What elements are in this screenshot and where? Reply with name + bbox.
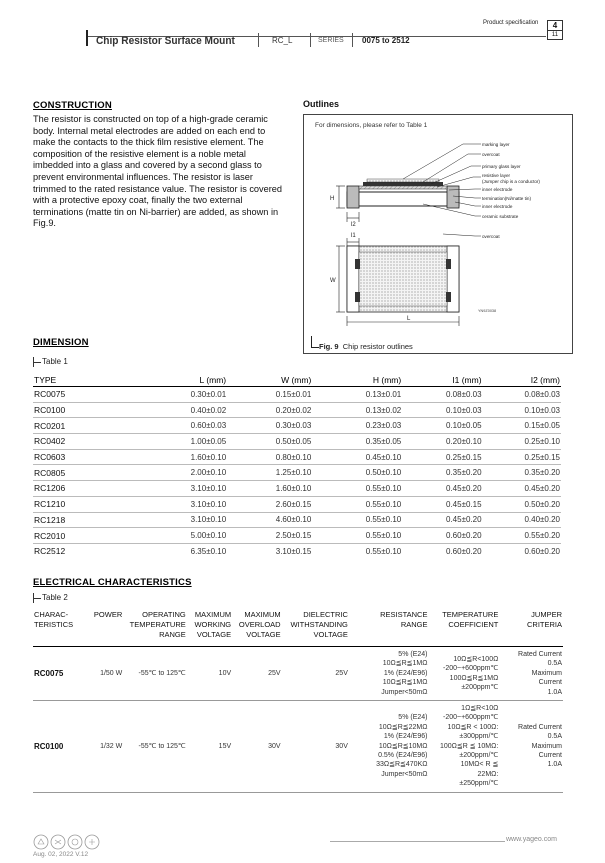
header-line: VOLTAGE — [196, 630, 232, 639]
cell-line: 5% (E24) — [398, 714, 428, 722]
header-line: RESISTANCE — [380, 610, 428, 619]
cell-line: -200~+600ppm℃ — [442, 665, 499, 673]
header-line: TERISTICS — [34, 620, 74, 629]
electrical-tcr-cell — [428, 701, 499, 793]
l-label: L — [407, 316, 411, 322]
cell-line: 0.5% (E24/E96) — [378, 752, 428, 760]
electrical-power-cell: 1/50 W — [82, 647, 123, 701]
dimension-value-cell: 0.80±0.10 — [227, 449, 312, 465]
cell-line: Jumper<50mΩ — [381, 688, 428, 696]
header-line: CHARAC- — [34, 610, 69, 619]
dimension-type-cell: RC1206 — [33, 481, 142, 497]
dimension-value-cell: 1.00±0.05 — [142, 434, 227, 450]
leader-lines — [403, 144, 481, 236]
dimension-value-cell: 1.25±0.10 — [227, 465, 312, 481]
table2-label: Table 2 — [42, 593, 68, 602]
doc-title: Chip Resistor Surface Mount — [96, 35, 235, 47]
dimension-type-cell: RC2512 — [33, 543, 142, 558]
cell-line: 1.0A — [547, 761, 562, 769]
dimension-value-cell: 0.60±0.20 — [402, 543, 482, 558]
dimension-type-cell: RC1210 — [33, 496, 142, 512]
outlines-heading: Outlines — [303, 99, 340, 109]
electrical-type-cell: RC0100 — [33, 701, 82, 793]
dimension-value-cell: 1.60±0.10 — [142, 449, 227, 465]
cell-line: 5% (E24) — [398, 651, 428, 658]
electrical-heading: ELECTRICAL CHARACTERISTICS — [33, 577, 192, 588]
electrical-table — [33, 610, 563, 793]
dimension-value-cell: 0.10±0.05 — [402, 418, 482, 434]
dimension-value-cell: 6.35±0.10 — [142, 543, 227, 558]
dimension-type-cell: RC0805 — [33, 465, 142, 481]
dimension-type-cell: RC0075 — [33, 387, 142, 403]
header-line: RANGE — [159, 630, 186, 639]
dimension-value-cell: 0.45±0.15 — [402, 496, 482, 512]
outlines-note: For dimensions, please refer to Table 1 — [315, 122, 428, 129]
figure-number: Fig. 9 — [319, 342, 339, 351]
electrical-col-header — [349, 610, 429, 647]
header-divider — [352, 33, 353, 47]
dimension-value-cell: 0.13±0.01 — [312, 387, 402, 403]
electrical-working-cell: 10V — [187, 647, 232, 701]
electrical-tcr-cell — [428, 647, 499, 701]
header-range: 0075 to 2512 — [362, 36, 410, 45]
figure-caption-text: Chip resistor outlines — [342, 342, 413, 351]
dimension-value-cell: 0.55±0.10 — [312, 528, 402, 544]
dimension-value-cell: 2.50±0.15 — [227, 528, 312, 544]
cell-line: Rated Current — [518, 723, 562, 731]
col-w: W (mm) — [227, 374, 312, 387]
dimension-type-cell: RC0100 — [33, 402, 142, 418]
dimension-value-cell: 5.00±0.10 — [142, 528, 227, 544]
cell-line: Rated Current — [518, 651, 562, 658]
header-line: WITHSTANDING — [290, 620, 348, 629]
dimension-value-cell: 0.25±0.15 — [483, 449, 561, 465]
cell-line: ±300ppm/℃ — [459, 733, 499, 741]
electrical-temp-cell: -55℃ to 125℃ — [123, 701, 187, 793]
jumper-note-label: (Jumper chip is a conductor) — [482, 179, 540, 184]
dimension-value-cell: 0.15±0.01 — [227, 387, 312, 403]
dimension-header-row — [33, 374, 561, 387]
construction-text: The resistor is constructed on top of a high-grade ceramic body. Internal metal electrodes are added on each end to make the contacts to the thick film resistive element. The composition of the resistive element is a noble metal imbedded into a glass and covered by a second glass to prevent environmental influences. The resistor is laser trimmed to the rated resistance value. The resistor is covered with a protective epoxy coat, finally the two external terminations (matte tin on Ni-barrier) are added, as shown in Fig.9. — [33, 114, 283, 229]
dimension-value-cell: 0.55±0.10 — [312, 496, 402, 512]
electrical-overload-cell: 30V — [232, 701, 281, 793]
dimension-value-cell: 0.60±0.20 — [483, 543, 561, 558]
dimension-row — [33, 481, 561, 497]
dimension-type-cell: RC2010 — [33, 528, 142, 544]
header-line: OPERATING — [142, 610, 186, 619]
dimension-type-cell: RC0201 — [33, 418, 142, 434]
electrical-col-header — [187, 610, 232, 647]
dimension-table — [33, 374, 561, 559]
header-divider — [258, 33, 259, 47]
dimension-value-cell: 0.55±0.10 — [312, 481, 402, 497]
table-mark — [33, 598, 41, 599]
construction-heading: CONSTRUCTION — [33, 100, 112, 111]
dimension-value-cell: 0.35±0.05 — [312, 434, 402, 450]
cell-line: 1% (E24/E96) — [383, 669, 428, 677]
h-label: H — [330, 196, 335, 202]
cell-line: 100Ω≦R≦1MΩ — [449, 674, 499, 682]
dimension-value-cell: 0.10±0.03 — [402, 402, 482, 418]
cell-line: 1% (E24/E96) — [383, 733, 428, 741]
electrical-col-header — [428, 610, 499, 647]
header-line: MAXIMUM — [244, 610, 281, 619]
cell-line: Maximum — [531, 669, 562, 677]
electrical-jumper-cell — [499, 701, 563, 793]
termination-label: termination(Ni/matte tin) — [482, 196, 532, 201]
cell-line: Current — [538, 679, 562, 687]
chip-resistor-outline-diagram — [303, 114, 573, 354]
col-l1: I1 (mm) — [402, 374, 482, 387]
dimension-value-cell: 0.35±0.20 — [483, 465, 561, 481]
header-line: CRITERIA — [526, 620, 562, 629]
dimension-row — [33, 387, 561, 403]
table1-label: Table 1 — [42, 357, 68, 366]
eco-compliance-icons — [33, 834, 103, 850]
dimension-row — [33, 449, 561, 465]
dimension-row — [33, 528, 561, 544]
electrical-resistance-cell — [349, 647, 429, 701]
cell-line: -200~+600ppm℃ — [442, 714, 499, 722]
header-line: TEMPERATURE — [129, 620, 186, 629]
electrical-temp-cell: -55℃ to 125℃ — [123, 647, 187, 701]
electrical-type-cell: RC0075 — [33, 647, 82, 701]
dimension-value-cell: 0.08±0.03 — [483, 387, 561, 403]
dimension-value-cell: 0.30±0.03 — [227, 418, 312, 434]
figure-mark — [311, 347, 319, 348]
cell-line: ±250ppm/℃ — [459, 780, 499, 788]
page-total: 11 — [551, 32, 559, 38]
overcoat-label: overcoat — [482, 152, 500, 157]
w-label: W — [330, 278, 336, 284]
cell-line: 10Ω≦R≦10MΩ — [378, 742, 428, 750]
dimension-value-cell: 0.25±0.10 — [483, 434, 561, 450]
header-rc: RC_L — [272, 36, 293, 45]
dimension-heading: DIMENSION — [33, 337, 89, 348]
cell-line: 22MΩ: — [477, 770, 499, 778]
dimension-row — [33, 418, 561, 434]
header-series-label: SERIES — [318, 37, 344, 44]
dimension-value-cell: 3.10±0.15 — [227, 543, 312, 558]
dimension-value-cell: 3.10±0.10 — [142, 512, 227, 528]
top-view — [330, 233, 459, 326]
header-line: POWER — [93, 610, 123, 619]
header-divider — [310, 33, 311, 47]
dimension-type-cell: RC1218 — [33, 512, 142, 528]
dimension-value-cell: 0.50±0.05 — [227, 434, 312, 450]
footer-date: Aug. 02, 2022 V.12 — [33, 851, 89, 858]
ceramic-substrate-label: ceramic substrate — [482, 214, 519, 219]
dimension-value-cell: 0.45±0.20 — [402, 481, 482, 497]
dimension-value-cell: 0.15±0.05 — [483, 418, 561, 434]
electrical-row — [33, 701, 563, 793]
electrical-col-header — [282, 610, 349, 647]
dimension-value-cell: 4.60±0.10 — [227, 512, 312, 528]
dimension-type-cell: RC0402 — [33, 434, 142, 450]
header-line: JUMPER — [531, 610, 562, 619]
dimension-value-cell: 3.10±0.10 — [142, 481, 227, 497]
electrical-working-cell: 15V — [187, 701, 232, 793]
header-line: TEMPERATURE — [442, 610, 499, 619]
dimension-value-cell: 0.13±0.02 — [312, 402, 402, 418]
cell-line: 1Ω≦R<10Ω — [461, 705, 499, 713]
header-line: VOLTAGE — [246, 630, 281, 639]
cell-line: 10Ω≦R≦1MΩ — [382, 660, 428, 668]
dimension-value-cell: 1.60±0.10 — [227, 481, 312, 497]
dimension-row — [33, 496, 561, 512]
cell-line: 33Ω≦R≦470KΩ — [376, 761, 428, 769]
dimension-value-cell: 0.45±0.10 — [312, 449, 402, 465]
electrical-resistance-cell — [349, 701, 429, 793]
footer-url: www.yageo.com — [506, 836, 557, 843]
header-line: VOLTAGE — [313, 630, 348, 639]
electrical-col-header — [499, 610, 563, 647]
cell-line: 0.5A — [547, 660, 562, 668]
cell-line: 100Ω≦R ≦ 10MΩ: — [439, 742, 499, 750]
cell-line: Current — [538, 752, 562, 760]
electrical-col-header — [123, 610, 187, 647]
electrical-dielectric-cell: 30V — [282, 701, 349, 793]
page-number: 4 — [548, 21, 562, 31]
dimension-row — [33, 512, 561, 528]
dimension-value-cell: 2.00±0.10 — [142, 465, 227, 481]
dimension-value-cell: 0.55±0.20 — [483, 528, 561, 544]
product-spec-label: Product specification — [483, 20, 539, 26]
cell-line: 10Ω≦R≦1MΩ — [382, 679, 428, 687]
dimension-row — [33, 543, 561, 558]
cell-line: 10Ω≦R<100Ω — [453, 655, 499, 663]
dimension-value-cell: 0.25±0.15 — [402, 449, 482, 465]
header-line: MAXIMUM — [194, 610, 232, 619]
cell-line: 1.0A — [547, 688, 562, 696]
dimension-value-cell: 0.30±0.01 — [142, 387, 227, 403]
dimension-row — [33, 465, 561, 481]
cell-line: Maximum — [531, 742, 562, 750]
electrical-col-header — [33, 610, 82, 647]
header-line: WORKING — [194, 620, 232, 629]
cell-line: 0.5A — [547, 733, 562, 741]
dimension-value-cell: 0.40±0.02 — [142, 402, 227, 418]
overcoat-top-label: overcoat — [482, 234, 500, 239]
l2-label: l2 — [351, 222, 356, 228]
dimension-value-cell: 0.20±0.10 — [402, 434, 482, 450]
dimension-row — [33, 402, 561, 418]
page-number-box — [547, 20, 563, 40]
l1-label: l1 — [351, 233, 356, 239]
primary-glass-label: primary glass layer — [482, 164, 521, 169]
dimension-value-cell: 3.10±0.10 — [142, 496, 227, 512]
inner-electrode-label: inner electrode — [482, 187, 513, 192]
footer-rule — [330, 841, 505, 842]
electrical-row — [33, 647, 563, 701]
electrical-header-row — [33, 610, 563, 647]
figure-caption — [319, 342, 413, 351]
electrical-overload-cell: 25V — [232, 647, 281, 701]
cell-line: ±200ppm℃ — [461, 683, 499, 691]
header-line: OVERLOAD — [238, 620, 281, 629]
header-line: RANGE — [400, 620, 428, 629]
inner-electrode-label-2: inner electrode — [482, 204, 513, 209]
dimension-value-cell: 0.40±0.20 — [483, 512, 561, 528]
cell-line: 10Ω≦R≦22MΩ — [378, 723, 428, 731]
dimension-value-cell: 2.60±0.15 — [227, 496, 312, 512]
electrical-col-header — [232, 610, 281, 647]
col-type: TYPE — [33, 374, 142, 387]
col-l2: I2 (mm) — [483, 374, 561, 387]
dimension-value-cell: 0.60±0.20 — [402, 528, 482, 544]
marking-layer-label: marking layer — [482, 142, 510, 147]
dimension-value-cell: 0.55±0.10 — [312, 543, 402, 558]
electrical-jumper-cell — [499, 647, 563, 701]
cell-line: 10MΩ< R ≦ — [460, 761, 499, 769]
cell-line: Jumper<50mΩ — [381, 770, 428, 778]
dimension-value-cell: 0.23±0.03 — [312, 418, 402, 434]
col-h: H (mm) — [312, 374, 402, 387]
header-line: COEFFICIENT — [448, 620, 499, 629]
dimension-value-cell: 0.50±0.20 — [483, 496, 561, 512]
dimension-value-cell: 0.55±0.10 — [312, 512, 402, 528]
electrical-col-header — [82, 610, 123, 647]
header-line: DIELECTRIC — [303, 610, 348, 619]
table-mark — [33, 362, 41, 363]
dimension-value-cell: 0.60±0.03 — [142, 418, 227, 434]
dimension-value-cell: 0.08±0.03 — [402, 387, 482, 403]
header-mark — [86, 30, 88, 46]
dimension-value-cell: 0.50±0.10 — [312, 465, 402, 481]
dimension-type-cell: RC0603 — [33, 449, 142, 465]
cell-line: 10Ω≦R < 100Ω: — [447, 723, 499, 731]
drawing-code: YN9Z0038 — [478, 309, 497, 313]
col-l: L (mm) — [142, 374, 227, 387]
dimension-value-cell: 0.10±0.03 — [483, 402, 561, 418]
electrical-power-cell: 1/32 W — [82, 701, 123, 793]
resistive-layer-label: resistive layer — [482, 173, 511, 178]
dimension-value-cell: 0.20±0.02 — [227, 402, 312, 418]
cell-line: ±200ppm/℃ — [459, 752, 499, 760]
dimension-value-cell: 0.45±0.20 — [402, 512, 482, 528]
electrical-dielectric-cell: 25V — [282, 647, 349, 701]
dimension-value-cell: 0.35±0.20 — [402, 465, 482, 481]
dimension-value-cell: 0.45±0.20 — [483, 481, 561, 497]
dimension-row — [33, 434, 561, 450]
